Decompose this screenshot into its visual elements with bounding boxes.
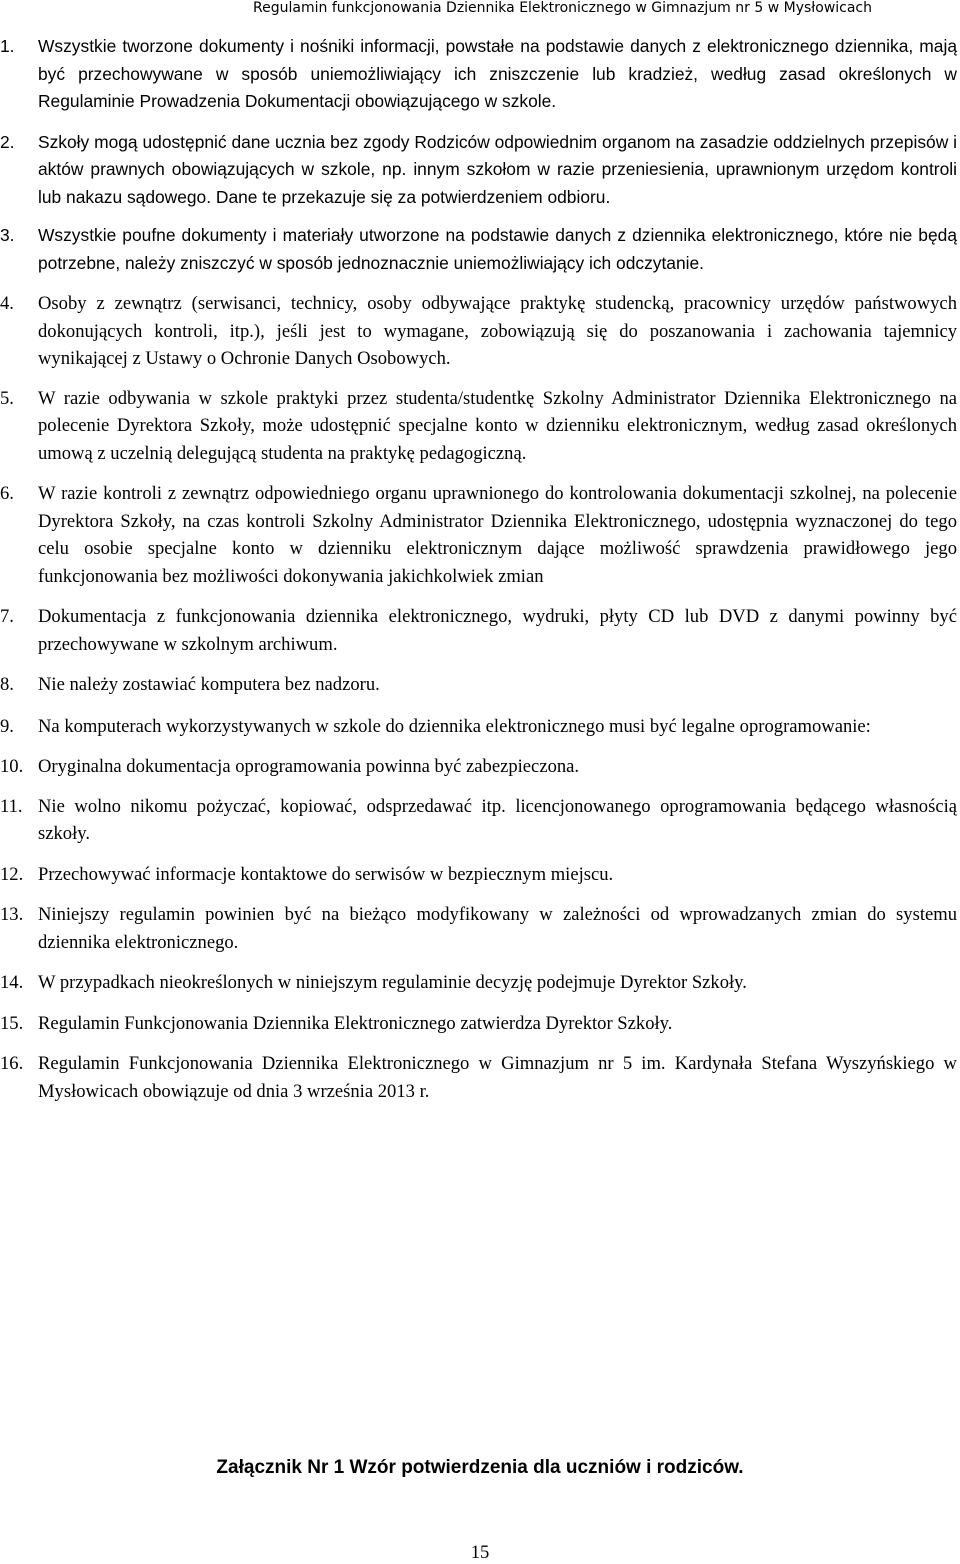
list-item bbox=[0, 290, 960, 373]
item-number: 11. bbox=[0, 795, 23, 817]
item-text: Dokumentacja z funkcjonowania dziennika elektronicznego, wydruki, płyty CD lub DVD z danymi powinny być przechowywane w szkolnym archiwum. bbox=[38, 606, 957, 655]
item-number: 15. bbox=[0, 1012, 24, 1034]
item-number: 16. bbox=[0, 1053, 24, 1074]
item-number: 4. bbox=[0, 293, 14, 314]
running-header: Regulamin funkcjonowania Dziennika Elektronicznego w Gimnazjum nr 5 w Mysłowicach bbox=[253, 0, 872, 16]
item-number: 10. bbox=[0, 756, 24, 777]
list-item bbox=[0, 33, 960, 116]
list-item bbox=[0, 222, 960, 277]
item-number: 7. bbox=[0, 606, 14, 627]
list-item bbox=[0, 969, 960, 997]
list-item bbox=[0, 480, 960, 590]
list-item bbox=[0, 713, 960, 741]
item-text: Na komputerach wykorzystywanych w szkole do dziennika elektronicznego musi być legalne oprogramowanie: bbox=[38, 715, 871, 737]
list-item bbox=[0, 385, 960, 468]
list-item bbox=[0, 1010, 960, 1038]
list-item bbox=[0, 793, 960, 848]
list-item bbox=[0, 901, 960, 956]
list-item bbox=[0, 671, 960, 699]
item-number: 5. bbox=[0, 387, 14, 409]
item-number: 2. bbox=[0, 131, 15, 152]
item-text: W przypadkach nieokreślonych w niniejszym regulaminie decyzję podejmuje Dyrektor Szkoły. bbox=[38, 972, 747, 993]
item-text: Wszystkie poufne dokumenty i materiały utworzone na podstawie danych z dziennika elektronicznego, które nie będą potrzebne, należy zniszczyć w sposób jednoznacznie uniemożliwiający ich odczytanie. bbox=[38, 225, 957, 273]
item-text: Wszystkie tworzone dokumenty i nośniki informacji, powstałe na podstawie danych z elektronicznego dziennika, mają być przechowywane w sposób uniemożliwiający ich zniszczenie lub kradzież, według zasad określonych w Regulaminie Prowadzenia Dokumentacji obowiązującego w szkole. bbox=[38, 36, 957, 111]
item-text: Regulamin Funkcjonowania Dziennika Elektronicznego w Gimnazjum nr 5 im. Kardynała Stefana Wyszyńskiego w Mysłowicach obowiązuje od dnia 3 września 2013 r. bbox=[38, 1053, 957, 1102]
item-text: Nie wolno nikomu pożyczać, kopiować, odsprzedawać itp. licencjonowanego oprogramowania będącego własnością szkoły. bbox=[38, 795, 957, 844]
item-text: Oryginalna dokumentacja oprogramowania powinna być zabezpieczona. bbox=[38, 756, 580, 777]
list-item bbox=[0, 861, 960, 889]
item-number: 3. bbox=[0, 225, 15, 245]
item-number: 9. bbox=[0, 715, 14, 737]
attachment-title: Załącznik Nr 1 Wzór potwierdzenia dla uczniów i rodziców. bbox=[216, 1457, 744, 1478]
list-item bbox=[0, 753, 960, 781]
item-text: Szkoły mogą udostępnić dane ucznia bez zgody Rodziców odpowiednim organom na zasadzie oddzielnych przepisów i aktów prawnych obowiązujących w szkole, np. innym szkołom w razie przeniesienia, uprawnionym urzędom kontroli lub nakazu sądowego. Dane te przekazuje się za potwierdzeniem odbioru. bbox=[38, 131, 957, 207]
item-text: Przechowywać informacje kontaktowe do serwisów w bezpiecznym miejscu. bbox=[38, 863, 614, 885]
item-text: W razie kontroli z zewnątrz odpowiedniego organu uprawnionego do kontrolowania dokumentacji szkolnej, na polecenie Dyrektora Szkoły, na czas kontroli Szkolny Administrator Dziennika Elektronicznego, udostępnia wyznaczonej do tego celu osobie specjalne konto w dzienniku elektronicznym dające możliwość sprawdzenia prawidłowego jego funkcjonowania bez możliwości dokonywania jakichkolwiek zmian bbox=[38, 483, 957, 587]
list-item bbox=[0, 603, 960, 658]
item-text: W razie odbywania w szkole praktyki przez studenta/studentkę Szkolny Administrator Dziennika Elektronicznego na polecenie Dyrektora Szkoły, może udostępnić specjalne konto w dzienniku elektronicznym, według zasad określonych umową z uczelnią delegującą studenta na praktykę pedagogiczną. bbox=[38, 387, 957, 464]
item-number: 12. bbox=[0, 863, 24, 885]
item-text: Osoby z zewnątrz (serwisanci, technicy, osoby odbywające praktykę studencką, pracownicy urzędów państwowych dokonujących kontroli, itp.), jeśli jest to wymagane, zobowiązują się do poszanowania i zachowania tajemnicy wynikającej z Ustawy o Ochronie Danych Osobowych. bbox=[38, 293, 957, 369]
regulation-list bbox=[0, 33, 960, 1105]
item-number: 13. bbox=[0, 904, 24, 925]
item-number: 6. bbox=[0, 483, 14, 504]
item-text: Nie należy zostawiać komputera bez nadzoru. bbox=[38, 674, 380, 695]
item-number: 14. bbox=[0, 972, 24, 993]
list-item bbox=[0, 1050, 960, 1105]
item-number: 8. bbox=[0, 674, 14, 695]
page-number: 15 bbox=[470, 1542, 490, 1563]
list-item bbox=[0, 129, 960, 212]
item-number: 1. bbox=[0, 36, 15, 56]
item-text: Regulamin Funkcjonowania Dziennika Elektronicznego zatwierdza Dyrektor Szkoły. bbox=[38, 1012, 673, 1034]
item-text: Niniejszy regulamin powinien być na bieżąco modyfikowany w zależności od wprowadzanych zmian do systemu dziennika elektronicznego. bbox=[38, 904, 957, 953]
